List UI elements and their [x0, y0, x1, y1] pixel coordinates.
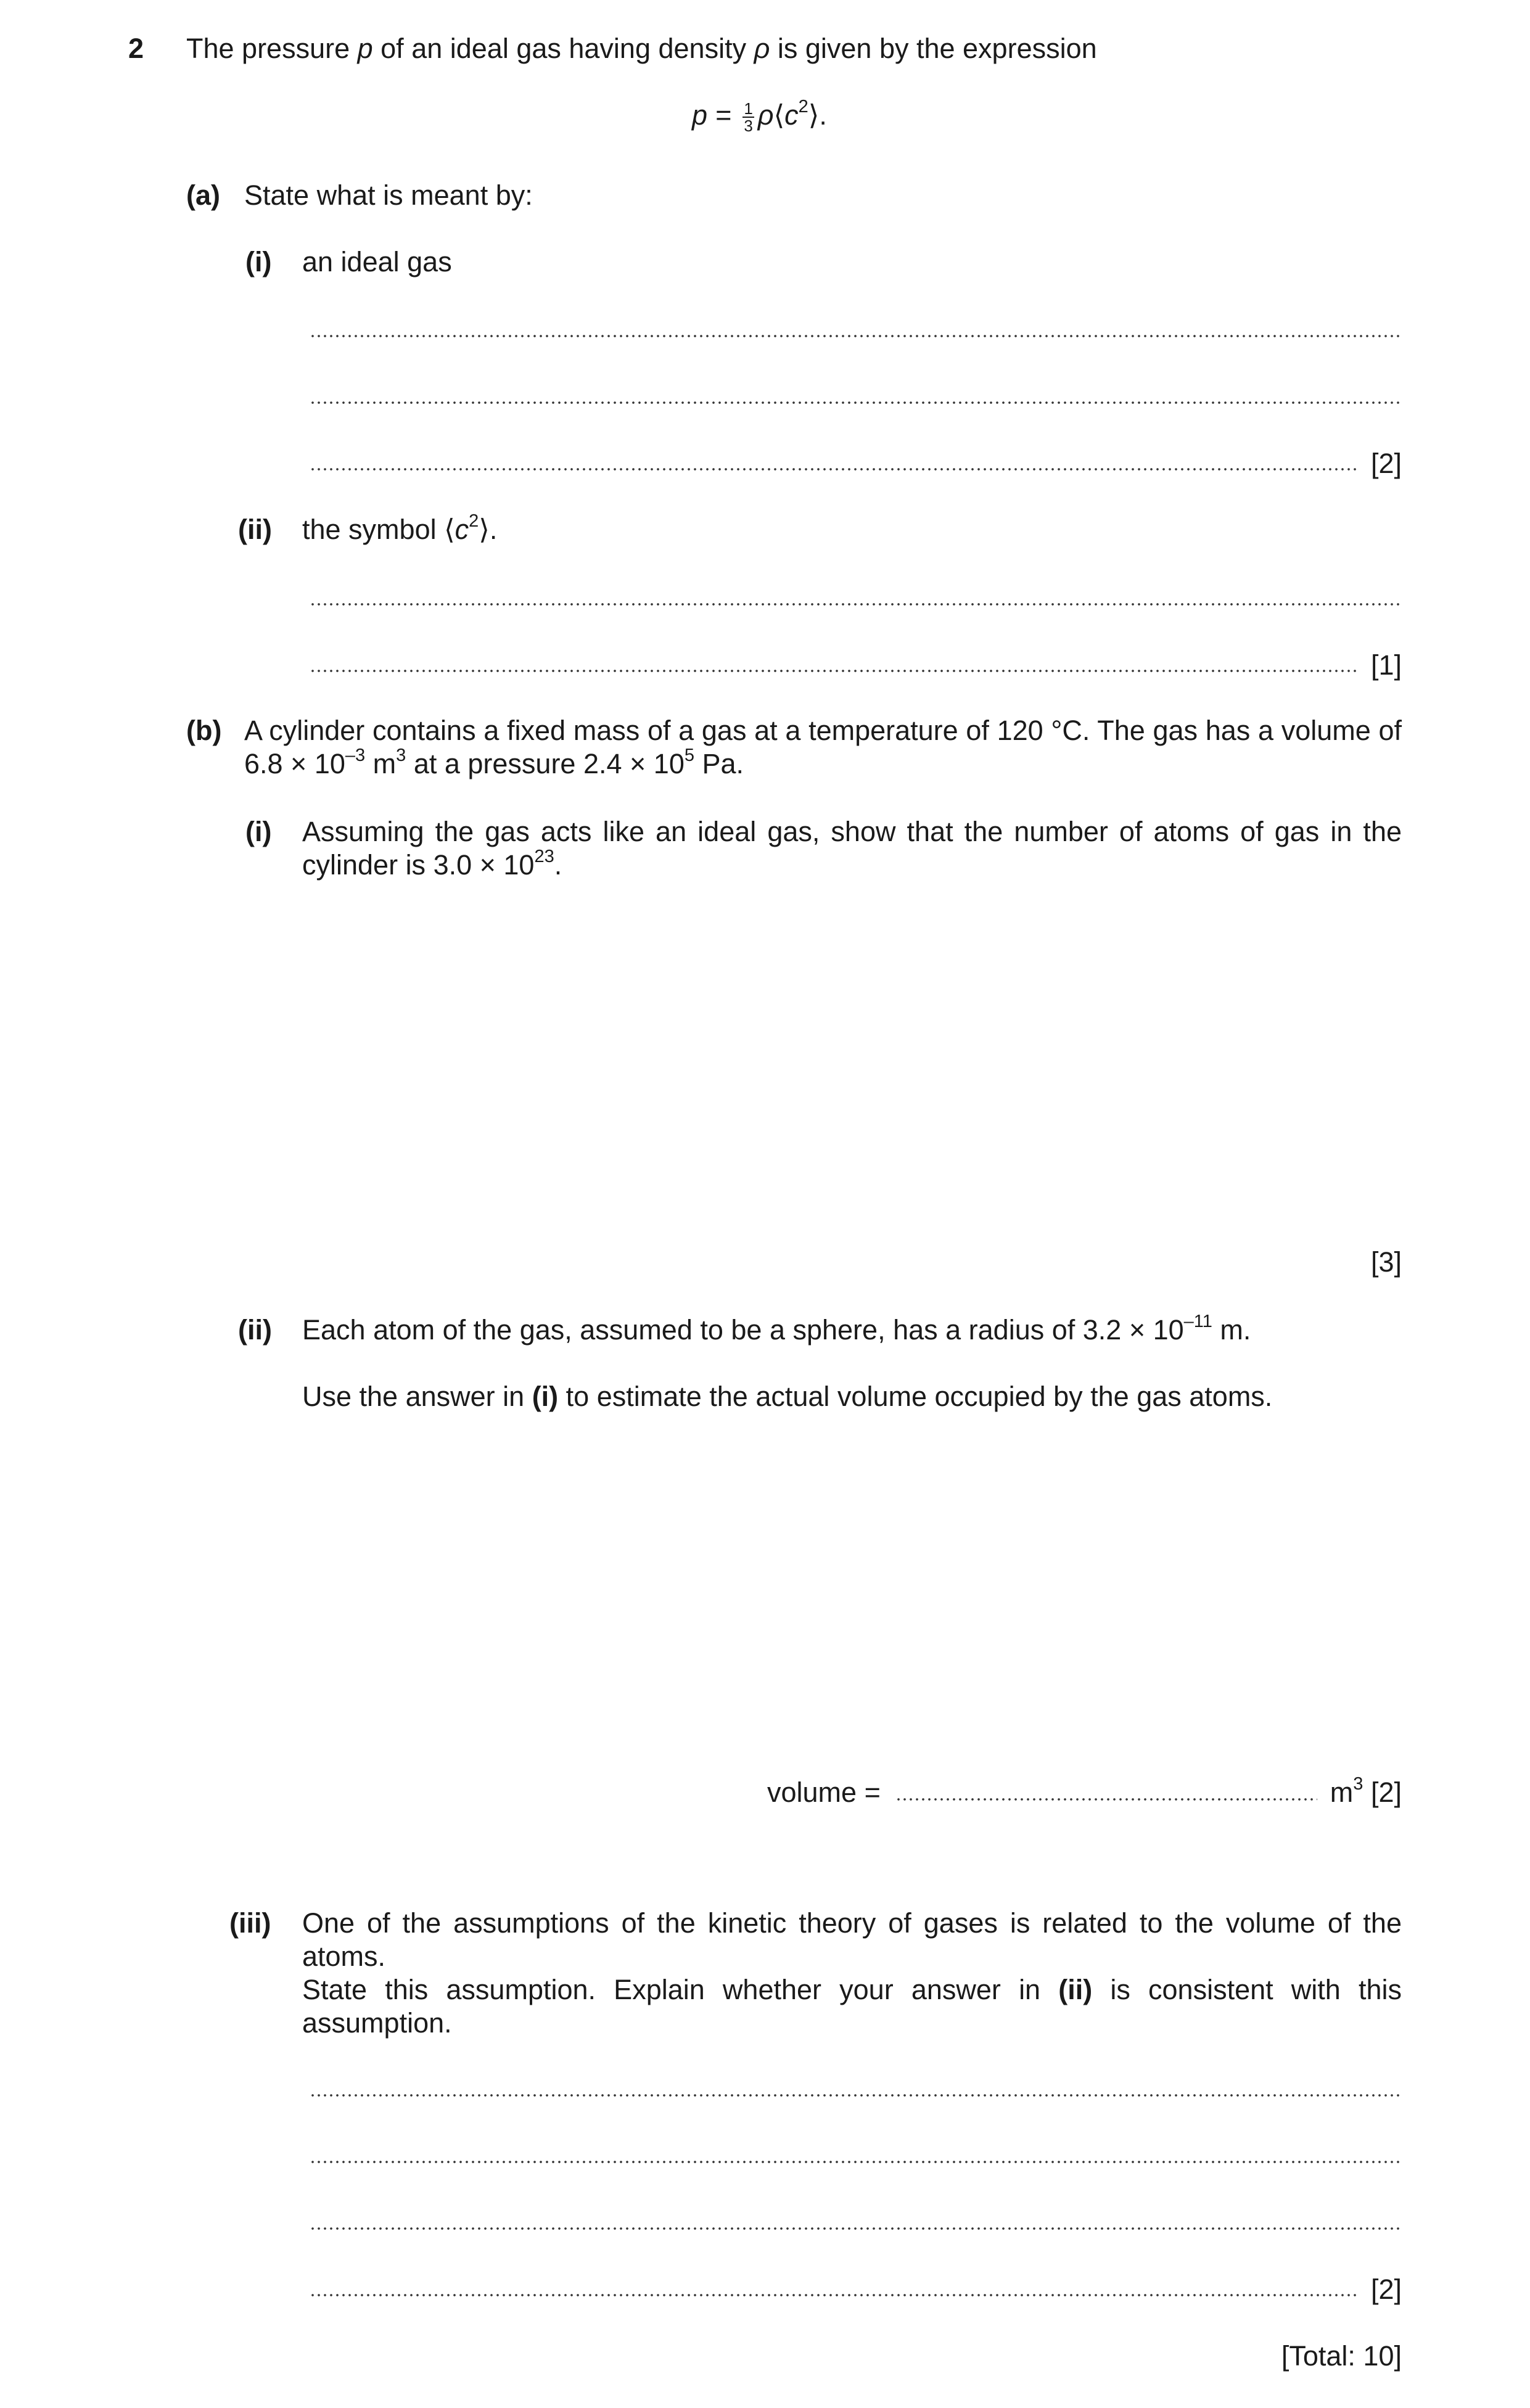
volume-answer-line[interactable] — [895, 1798, 1317, 1801]
answer-line-a-i-2[interactable] — [310, 401, 1401, 404]
part-b-ii-line1: Each atom of the gas, assumed to be a sphere, has a radius of $3.2 \times 10^{-11}$ m. — [302, 1312, 1251, 1346]
answer-line-a-ii-2[interactable] — [310, 670, 1358, 672]
answer-line-b-iii-1[interactable] — [310, 2094, 1401, 2097]
part-b-label: (b) — [186, 715, 222, 746]
part-a-i-text: an ideal gas — [302, 246, 452, 277]
part-a-ii-text: the symbol $⟨c^2⟩$. — [302, 511, 498, 545]
part-b-ii-line2: Use the answer in (i) to estimate the actual volume occupied by the gas atoms. — [302, 1381, 1273, 1412]
question-number: 2 — [128, 33, 144, 64]
answer-line-b-iii-3[interactable] — [310, 2227, 1401, 2230]
question-intro: The pressure p of an ideal gas having density ρ is given by the expression — [186, 33, 1097, 64]
part-a-text: State what is meant by: — [244, 179, 533, 211]
mark-b-iii: [2] — [1370, 2274, 1402, 2305]
total-marks: [Total: 10] — [1281, 2340, 1402, 2372]
part-a-label: (a) — [186, 179, 220, 211]
part-a-ii-label: (ii) — [238, 514, 272, 545]
part-b-stem: A cylinder contains a fixed mass of a gas at a temperature of 120 °C. The gas has a volume of $6.8 \times 10^{-3}$ $m^3$ at a pressure $2.4 \times 10^5$ Pa. — [244, 715, 1402, 779]
volume-answer-label: volume = — [767, 1777, 881, 1808]
part-b-i-label: (i) — [245, 816, 272, 847]
part-b-ii-label: (ii) — [238, 1314, 272, 1346]
answer-line-b-iii-4[interactable] — [310, 2294, 1358, 2296]
one-third-fraction: $\frac{1}{3}$ — [744, 99, 753, 136]
answer-line-a-i-1[interactable] — [310, 335, 1401, 337]
part-b-iii-label: (iii) — [229, 1907, 271, 1939]
pressure-formula: p = $\frac{1}{3}$ $\rho⟨c^2⟩$. — [692, 97, 827, 136]
part-b-iii-text: One of the assumptions of the kinetic theory of gases is related to the volume of the atoms. State this assumption. Explain whether your answer in (ii) is consistent with this assumption. — [302, 1907, 1402, 2039]
mark-b-i: [3] — [1370, 1246, 1402, 1278]
answer-line-a-ii-1[interactable] — [310, 603, 1401, 606]
volume-unit-and-mark: $m^3$ [2] — [1330, 1774, 1402, 1808]
answer-line-b-iii-2[interactable] — [310, 2161, 1401, 2163]
answer-line-a-i-3[interactable] — [310, 468, 1358, 471]
part-b-i-text: Assuming the gas acts like an ideal gas, show that the number of atoms of gas in the cylinder is $3.0 \times 10^{23}$. — [302, 816, 1402, 881]
mark-a-i: [2] — [1370, 448, 1402, 479]
part-a-i-label: (i) — [245, 246, 272, 277]
mark-a-ii: [1] — [1370, 649, 1402, 681]
